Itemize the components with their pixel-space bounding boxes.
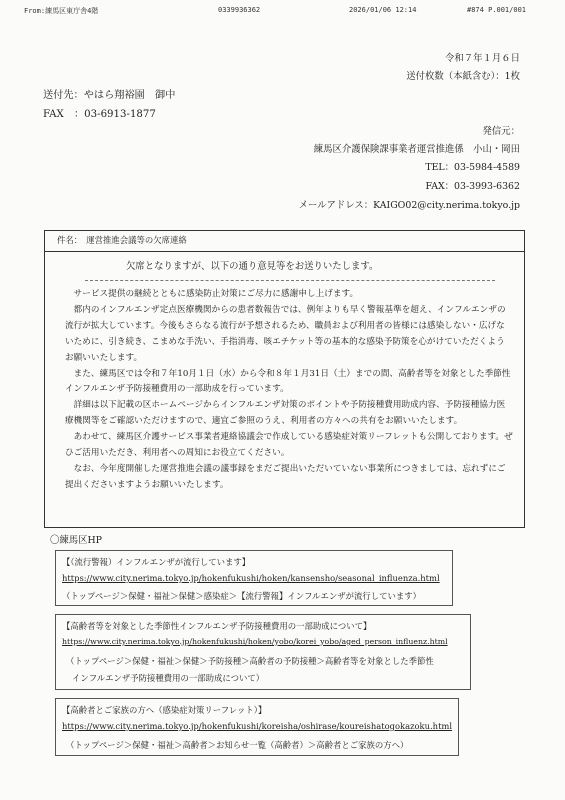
pages-sent: 送付枚数（本紙含む）：1枚 bbox=[406, 71, 520, 82]
link-breadcrumb: （トップページ＞保健・福祉＞高齢者＞お知らせ一覧（高齢者）＞高齢者とご家族の方へ） bbox=[66, 740, 409, 750]
link-breadcrumb-continued: インフルエンザ予防接種費用の一部助成について） bbox=[72, 673, 265, 683]
sender-label: 発信元： bbox=[482, 126, 520, 137]
link-title: 【（流行警報）インフルエンザが流行しています】 bbox=[62, 557, 251, 567]
sender-fax: FAX：03-3993-6362 bbox=[425, 181, 520, 192]
link-url[interactable]: https://www.city.nerima.tokyo.jp/hokenfukushi/hoken/yobo/korei_yobo/aged_person_influenz.html bbox=[62, 637, 448, 646]
link-breadcrumb: （トップページ＞保健・福祉＞保健＞予防接種＞高齢者の予防接種＞高齢者等を対象とした季節性 bbox=[66, 656, 434, 666]
paragraph: なお、今年度開催した運営推進会議の議事録をまだご提出いただいていない事業所につきましては、忘れずにご提出くださいますようお願いいたします。 bbox=[65, 463, 506, 490]
sender-email: メールアドレス：KAIGO02@city.nerima.tokyo.jp bbox=[298, 200, 520, 211]
link-url[interactable]: https://www.city.nerima.tokyo.jp/hokenfukushi/koreisha/oshirase/koureishatogokazoku.html bbox=[62, 721, 453, 731]
sender-department: 練馬区介護保険課事業者運営推進係 小山・岡田 bbox=[313, 144, 520, 155]
link-url[interactable]: https://www.city.nerima.tokyo.jp/hokenfukushi/hoken/kansensho/seasonal_influenza.html bbox=[62, 573, 440, 583]
recipient: 送付先：やはら翔裕園 御中 bbox=[43, 90, 176, 101]
divider bbox=[85, 280, 495, 281]
sender-tel: TEL：03-5984-4589 bbox=[425, 162, 520, 173]
link-title: 【高齢者とご家族の方へ（感染症対策リーフレット）】 bbox=[62, 705, 267, 715]
fax-header-datetime: 2026/01/06 12:14 bbox=[349, 6, 417, 14]
lead-sentence: 欠席となりますが、以下の通り意見等をお送りいたします。 bbox=[126, 261, 379, 272]
paragraph: 詳細は以下記載の区ホームページからインフルエンザ対策のポイントや予防接種費用助成内容、予防接種協力医療機関等をご確認いただけますので、適宜ご参照のうえ、利用者の方々への共有をお願いいたします。 bbox=[65, 400, 506, 427]
link-card-influenza bbox=[55, 550, 453, 606]
link-card-leaflet bbox=[55, 698, 459, 756]
fax-header-number: 0339936362 bbox=[218, 6, 261, 14]
subject-title: 件名： 運営推進会議等の欠席連絡 bbox=[57, 235, 187, 245]
subject-row bbox=[45, 231, 524, 252]
message-body bbox=[65, 287, 513, 494]
paragraph: また、練馬区では令和７年10月１日（水）から令和８年１月31日（土）までの間、高齢者等を対象とした季節性インフルエンザ予防接種費用の一部助成を行っています。 bbox=[65, 368, 511, 395]
fax-header-from: From:練馬区東庁舎4階 bbox=[24, 7, 99, 15]
link-title: 【高齢者等を対象とした季節性インフルエンザ予防接種費用の一部助成について】 bbox=[62, 621, 372, 631]
link-card-vaccination-subsidy bbox=[55, 614, 471, 690]
paragraph: サービス提供の継続とともに感染防止対策にご尽力に感謝申し上げます。 bbox=[73, 289, 359, 299]
link-breadcrumb: （トップページ＞保健・福祉＞保健＞感染症＞【流行警報】インフルエンザが流行しています） bbox=[62, 591, 422, 601]
document-date: 令和７年１月６日 bbox=[444, 53, 520, 64]
paragraph: あわせて、練馬区介護サービス事業者連絡協議会で作成している感染症対策リーフレットも公開しております。ぜひご活用いただき、利用者への周知にお役立てください。 bbox=[65, 432, 513, 459]
paragraph: 都内のインフルエンザ定点医療機関からの患者数報告では、例年よりも早く警報基準を超え、インフルエンザの流行が拡大しています。今後もさらなる流行が予想されるため、職員および利用者の皆様には感染しない・広げないために、引き続き、こまめな手洗い、手指消毒、咳エチケット等の基本的な感染予防策を心がけていただくようお願いいたします。 bbox=[65, 304, 506, 363]
fax-header-page: #874 P.001/001 bbox=[467, 6, 527, 14]
message-box bbox=[44, 230, 525, 528]
recipient-fax: FAX ：03-6913-1877 bbox=[43, 109, 156, 120]
links-section-title: 〇練馬区HP bbox=[50, 535, 102, 546]
